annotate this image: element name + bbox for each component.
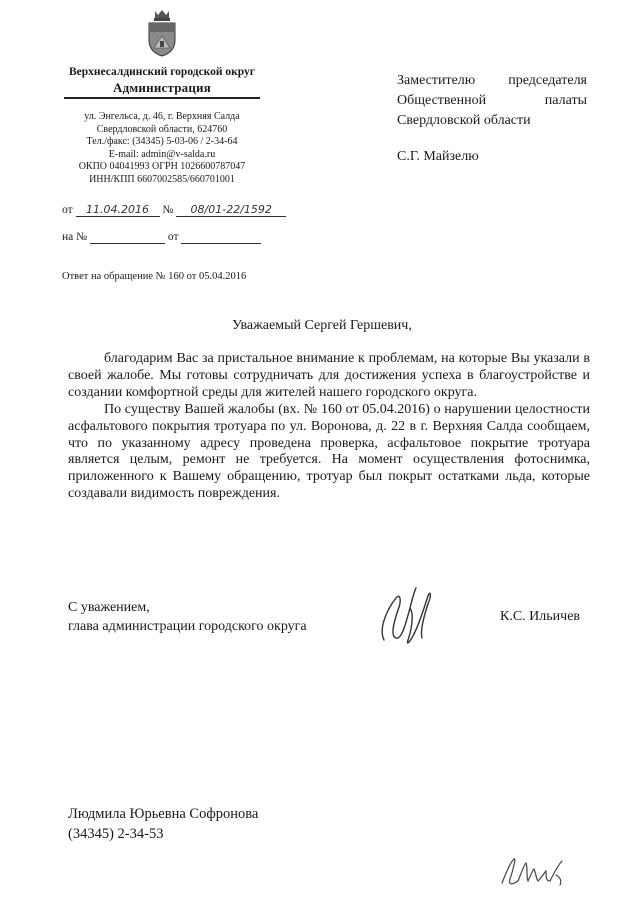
outgoing-ref xyxy=(62,203,286,217)
okpo-line: ОКПО 04041993 ОГРН 1026600787047 xyxy=(78,161,246,172)
address-line: Свердловской области, 624760 xyxy=(96,123,228,135)
addressee-word: Заместителю xyxy=(397,73,476,88)
executor-phone: (34345) 2-34-53 xyxy=(68,826,164,842)
addressee-word: Общественной xyxy=(397,93,487,108)
salutation: Уважаемый Сергей Гершевич, xyxy=(232,318,412,333)
addressee-block xyxy=(397,71,587,131)
reply-reference: Ответ на обращение № 160 от 05.04.2016 xyxy=(62,271,247,282)
handwritten-signature xyxy=(370,578,440,658)
org-contact-block xyxy=(62,111,262,186)
addressee-name: С.Г. Майзелю xyxy=(397,149,479,164)
body-paragraph: благодарим Вас за пристальное внимание к проблемам, на которые Вы указали в своей жалобе. Мы готовы сотрудничать для достижения успеха в благоустройстве и создании комфортной среды для жителей нашего городского округа. xyxy=(68,351,590,400)
header-divider xyxy=(64,97,260,99)
addressee-word: палаты xyxy=(544,93,587,108)
ref-date: 11.04.2016 xyxy=(86,203,149,216)
inn-line: ИНН/КПП 6607002585/660701001 xyxy=(89,173,235,185)
body-paragraph: По существу Вашей жалобы (вх. № 160 от 05.04.2016) о нарушении целостности асфальтового покрытия тротуара по ул. Воронова, д. 22 в г. Верхняя Салда сообщаем, что по указанному адресу проведена проверка, асфальтовое покрытие тротуара является целым, ремонт не требуется. На момент осуществления фотоснимка, приложенного к Вашему обращению, тротуар был покрыт остатками льда, которые создавали видимость повреждения. xyxy=(68,401,590,502)
executor-name: Людмила Юрьевна Софронова xyxy=(68,806,259,822)
org-admin-title: Администрация xyxy=(113,80,211,95)
handwritten-initials xyxy=(496,855,570,889)
ref-on-label: на № xyxy=(62,231,88,243)
org-name: Верхнесалдинский городской округ xyxy=(68,66,255,78)
closing-block xyxy=(68,598,307,636)
executor-block xyxy=(68,804,258,844)
letter-body xyxy=(68,351,590,503)
ref-number: 08/01-22/1592 xyxy=(190,203,272,216)
addressee-word: Свердловской области xyxy=(397,113,531,128)
ref-from-label: от xyxy=(62,204,73,216)
coat-of-arms-icon xyxy=(146,8,178,58)
addressee-word: председателя xyxy=(508,73,587,88)
email-line: E-mail: admin@v-salda.ru xyxy=(108,148,216,160)
phone-line: Тел./факс: (34345) 5-03-06 / 2-34-64 xyxy=(86,136,238,147)
address-line: ул. Энгельса, д. 46, г. Верхняя Салда xyxy=(84,111,240,122)
signer-name: К.С. Ильичев xyxy=(500,609,581,624)
signer-position: глава администрации городского округа xyxy=(68,619,307,634)
closing-regards: С уважением, xyxy=(68,600,150,615)
incoming-ref xyxy=(62,231,261,244)
ref-number-label: № xyxy=(162,204,174,216)
ref-on-from-label: от xyxy=(167,231,179,243)
